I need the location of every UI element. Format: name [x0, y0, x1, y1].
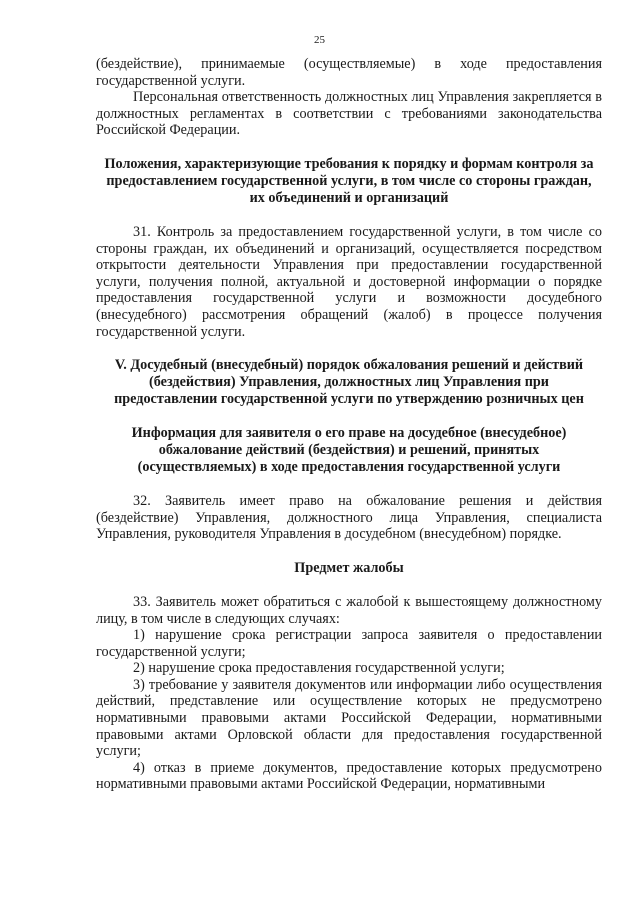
list-item-4: 4) отказ в приеме документов, предоставление которых предусмотрено нормативными правовыми актами Российской Федерации, нормативными: [96, 759, 602, 793]
page-number: 25: [314, 34, 325, 46]
list-item-1: 1) нарушение срока регистрации запроса заявителя о предоставлении государственной услуги;: [96, 627, 602, 660]
list-item-3: 3) требование у заявителя документов или информации либо осуществления действий, представление или осуществление которых не предусмотрено нормативными правовыми актами Российской Федерации, нормативными правовыми актами Орловской области для предоставления государственной услуги;: [96, 676, 602, 760]
heading-complaint-subject: Предмет жалобы: [294, 559, 404, 576]
paragraph-responsibility-tail: (бездействие), принимаемые (осуществляемые) в ходе предоставления государственной услуги.: [96, 56, 602, 89]
paragraph-item-31: 31. Контроль за предоставлением государственной услуги, в том числе со стороны граждан, их объединений и организаций, осуществляется посредством открытости деятельности Управления при предоставлении государственной услуги, получения полной, актуальной и достоверной информации о порядке предоставления государственной услуги и возможности досудебного (внесудебного) рассмотрения обращений (жалоб) в процессе получения государственной услуги.: [96, 223, 602, 340]
paragraph-item-33: 33. Заявитель может обратиться с жалобой к вышестоящему должностному лицу, в том числе в следующих случаях:: [96, 593, 602, 627]
paragraph-item-32: 32. Заявитель имеет право на обжалование решения и действия (бездействие) Управления, должностного лица Управления, специалиста Управления, руководителя Управления в досудебном (внесудебном) порядке.: [96, 493, 602, 543]
heading-control-requirements: Положения, характеризующие требования к порядку и формам контроля за предоставлением государственной услуги, в том числе со стороны граждан, их объединений и организаций: [104, 155, 594, 206]
heading-applicant-rights: Информация для заявителя о его праве на досудебное (внесудебное) обжалование действий (бездействия) и решений, принятых (осуществляемых) в ходе предоставления государственной услуги: [131, 425, 567, 476]
paragraph-personal-responsibility: Персональная ответственность должностных лиц Управления закрепляется в должностных регламентах в соответствии с требованиями законодательства Российской Федерации.: [96, 89, 602, 139]
page-content: [96, 56, 602, 793]
list-item-2: 2) нарушение срока предоставления государственной услуги;: [133, 660, 505, 677]
heading-section-v: V. Досудебный (внесудебный) порядок обжалования решений и действий (бездействия) Управления, должностных лиц Управления при предоставлении государственной услуги по утверждению розничных цен: [114, 357, 584, 408]
